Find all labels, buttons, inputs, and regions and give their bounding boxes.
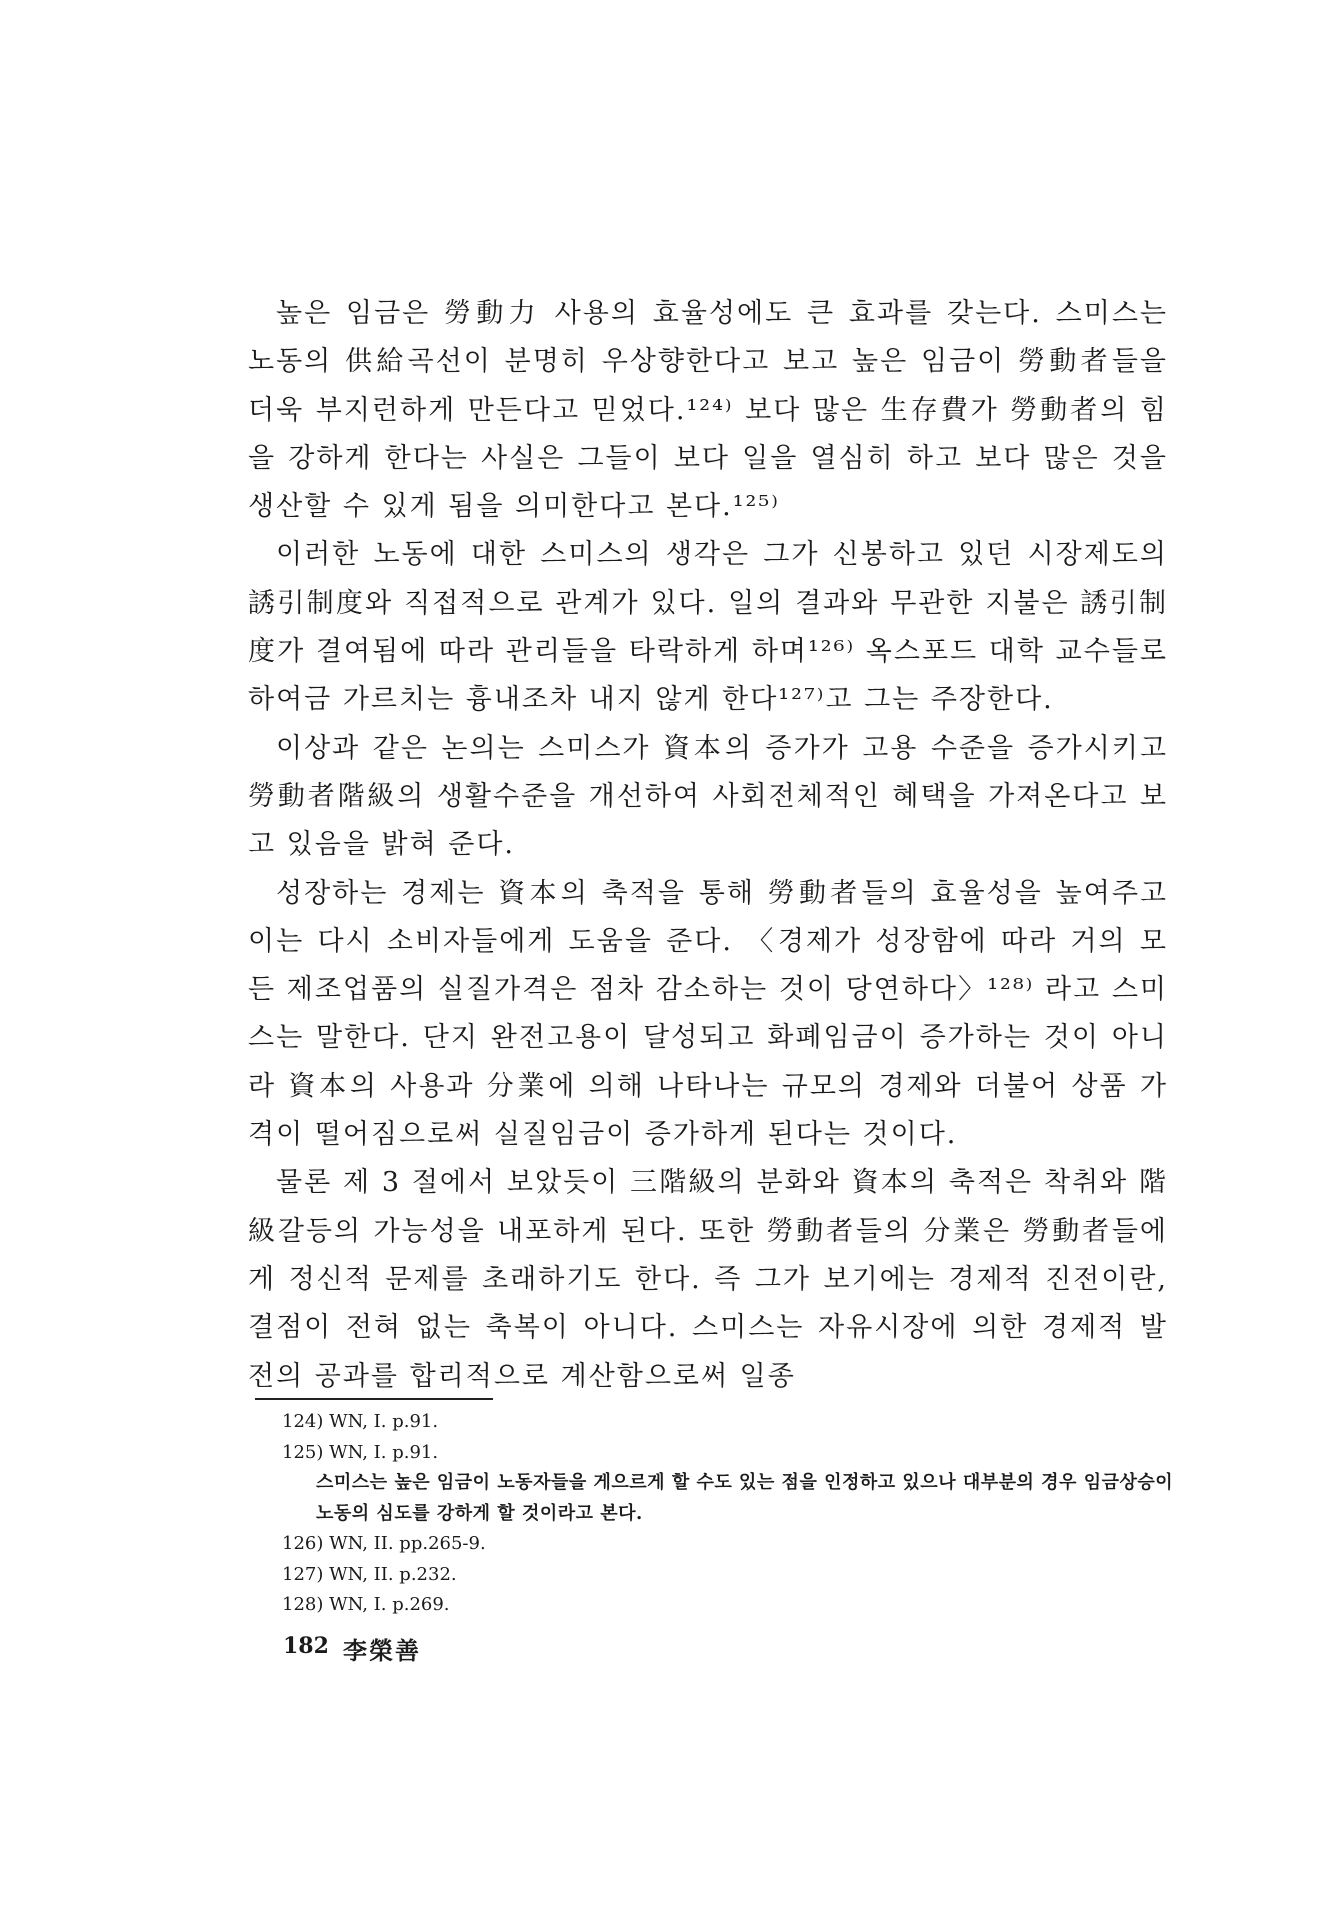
paragraph: 이러한 노동에 대한 스미스의 생각은 그가 신봉하고 있던 시장제도의 誘引制度와 직접적으로 관계가 있다. 일의 결과와 무관한 지불은 誘引制度가 결여됨에 따라 관리들을 타락하게 하며¹²⁶⁾ 옥스포드 대학 교수들로 하여금 가르치는 흉내조차 내지 않게 한다¹²⁷⁾고 그는 주장한다. [248, 539, 1168, 716]
page-number: 182 [283, 1633, 329, 1659]
footnote: 125) WN, I. p.91. [282, 1441, 439, 1463]
footnote-divider [255, 1398, 493, 1400]
paragraph: 높은 임금은 勞動力 사용의 효율성에도 큰 효과를 갖는다. 스미스는 노동의 供給곡선이 분명히 우상향한다고 보고 높은 임금이 勞動者들을 더욱 부지런하게 만든다고 믿었다.¹²⁴⁾ 보다 많은 生存費가 勞動者의 힘을 강하게 한다는 사실은 그들이 보다 일을 열심히 하고 보다 많은 것을 생산할 수 있게 됨을 의미한다고 본다.¹²⁵⁾ [248, 298, 1168, 523]
paragraph: 물론 제 3 절에서 보았듯이 三階級의 분화와 資本의 축적은 착취와 階級갈등의 가능성을 내포하게 된다. 또한 勞動者들의 分業은 勞動者들에게 정신적 문제를 초래하기도 한다. 즉 그가 보기에는 경제적 진전이란, 결점이 전혀 없는 축복이 아니다. 스미스는 자유시장에 의한 경제적 발전의 공과를 합리적으로 계산함으로써 일종 [248, 1167, 1168, 1392]
running-footer-author: 李榮善 [343, 1636, 421, 1665]
footnote-commentary: 스미스는 높은 임금이 노동자들을 게으르게 할 수도 있는 점을 인정하고 있으나 대부분의 경우 임금상승이 노동의 심도를 강하게 할 것이라고 본다. [316, 1472, 1174, 1524]
footnote: 128) WN, I. p.269. [282, 1594, 450, 1615]
footnote: 124) WN, I. p.91. [282, 1411, 439, 1432]
footnote: 127) WN, II. p.232. [282, 1563, 457, 1585]
paragraph: 성장하는 경제는 資本의 축적을 통해 勞動者들의 효율성을 높여주고 이는 다시 소비자들에게 도움을 준다. 〈경제가 성장함에 따라 거의 모든 제조업품의 실질가격은 점차 감소하는 것이 당연하다〉¹²⁸⁾ 라고 스미스는 말한다. 단지 완전고용이 달성되고 화폐임금이 증가하는 것이 아니라 資本의 사용과 分業에 의해 나타나는 규모의 경제와 더불어 상품 가격이 떨어짐으로써 실질임금이 증가하게 된다는 것이다. [248, 877, 1168, 1151]
footnotes [282, 1407, 1182, 1621]
body-text [248, 290, 1168, 1401]
footnote: 126) WN, II. pp.265-9. [282, 1533, 486, 1554]
paragraph: 이상과 같은 논의는 스미스가 資本의 증가가 고용 수준을 증가시키고 勞動者階級의 생활수준을 개선하여 사회전체적인 혜택을 가져온다고 보고 있음을 밝혀 준다. [248, 732, 1168, 861]
